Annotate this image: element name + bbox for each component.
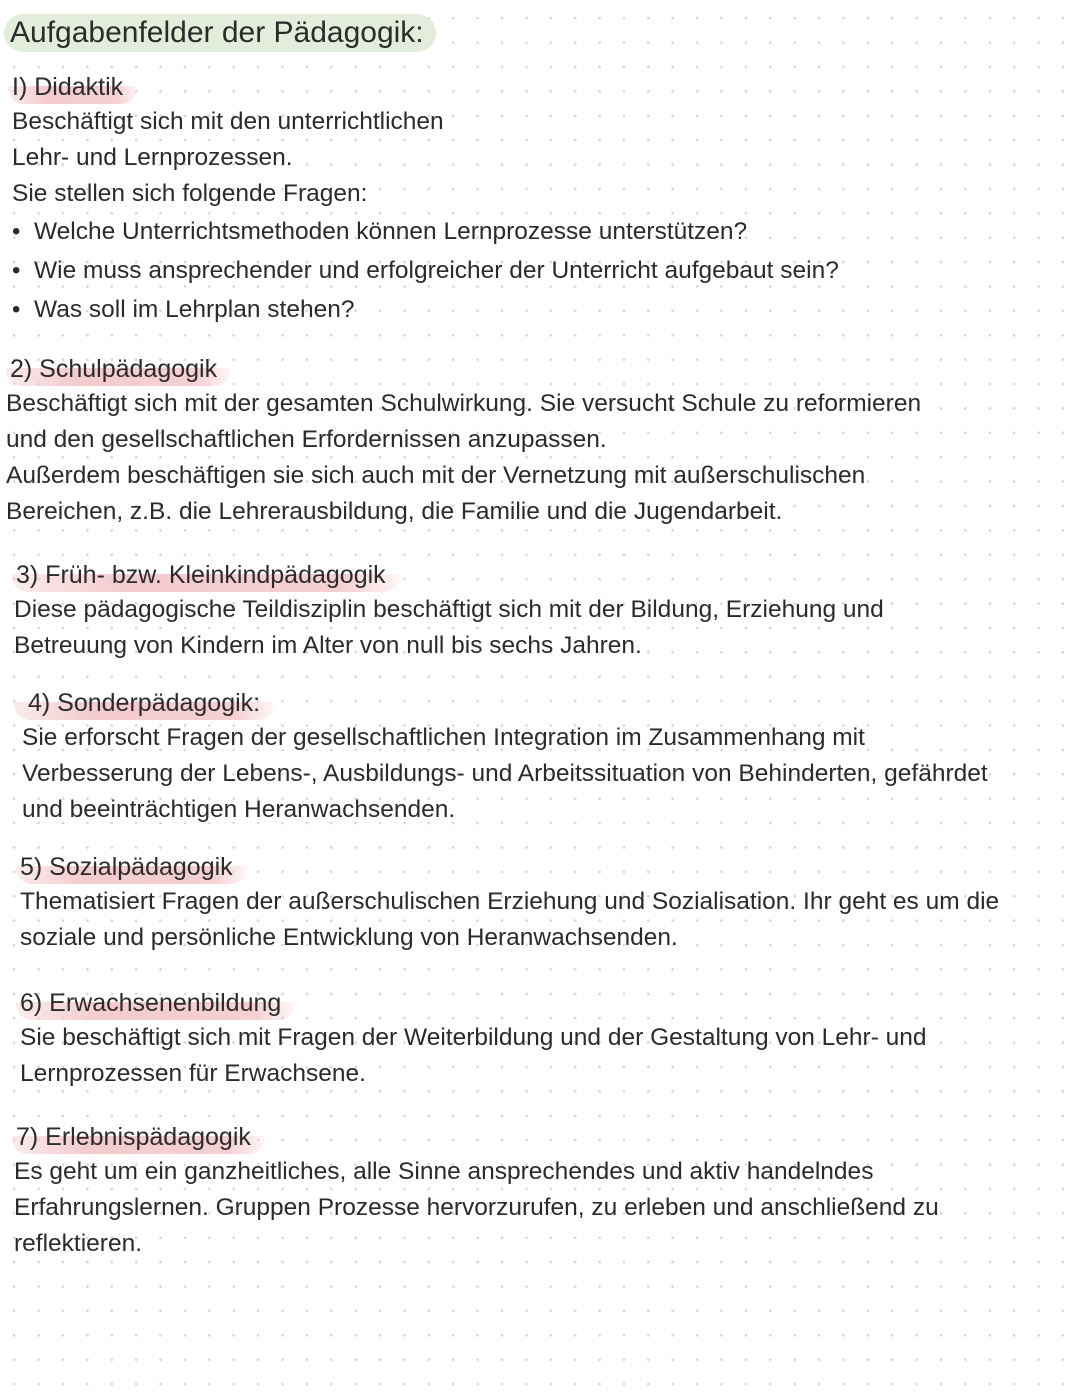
section-text-line: Verbesserung der Lebens-, Ausbildungs- und Arbeitssituation von Behinderten, gefährdet xyxy=(22,760,988,787)
section-heading: 6) Erwachsenenbildung xyxy=(16,986,295,1020)
bullet-icon: • xyxy=(12,257,21,284)
section-text-line: und den gesellschaftlichen Erfordernissen anzupassen. xyxy=(6,426,607,453)
bullet-icon: • xyxy=(12,296,21,323)
section-heading: 4) Sonderpädagogik: xyxy=(14,686,274,720)
section-text-line: Lehr- und Lernprozessen. xyxy=(12,144,293,171)
section-heading: I) Didaktik xyxy=(8,70,137,104)
section-text-line: Sie erforscht Fragen der gesellschaftlichen Integration im Zusammenhang mit xyxy=(22,724,865,751)
list-item xyxy=(12,251,1068,290)
section-heading: 3) Früh- bzw. Kleinkindpädagogik xyxy=(12,558,400,592)
section-text-line: Es geht um ein ganzheitliches, alle Sinne ansprechendes und aktiv handelndes xyxy=(14,1158,874,1185)
bullet-text: Was soll im Lehrplan stehen? xyxy=(34,296,355,323)
section-text-line: Thematisiert Fragen der außerschulischen Erziehung und Sozialisation. Ihr geht es um die xyxy=(20,888,1000,915)
section-heading: 5) Sozialpädagogik xyxy=(16,850,247,884)
section-didaktik xyxy=(8,70,1068,329)
section-text-line: Betreuung von Kindern im Alter von null bis sechs Jahren. xyxy=(14,632,642,659)
section-text-line: reflektieren. xyxy=(14,1230,143,1257)
section-text-line: Außerdem beschäftigen sie sich auch mit der Vernetzung mit außerschulischen xyxy=(6,462,866,489)
bullet-text: Wie muss ansprechender und erfolgreicher der Unterricht aufgebaut sein? xyxy=(34,257,839,284)
section-text-line: Diese pädagogische Teildisziplin beschäftigt sich mit der Bildung, Erziehung und xyxy=(14,596,884,623)
page-title: Aufgabenfelder der Pädagogik: xyxy=(4,14,436,52)
section-sonderpaedagogik xyxy=(14,686,1074,828)
section-heading: 2) Schulpädagogik xyxy=(6,352,231,386)
section-text-line: Bereichen, z.B. die Lehrerausbildung, die Familie und die Jugendarbeit. xyxy=(6,498,783,525)
list-item xyxy=(12,290,1068,329)
list-item xyxy=(12,212,1068,251)
section-schulpaedagogik xyxy=(6,352,1066,530)
section-text-line: Beschäftigt sich mit den unterrichtlichen xyxy=(12,108,444,135)
section-text-line: Sie stellen sich folgende Fragen: xyxy=(12,180,368,207)
section-text-line: soziale und persönliche Entwicklung von Heranwachsenden. xyxy=(20,924,678,951)
section-text-line: Erfahrungslernen. Gruppen Prozesse hervorzurufen, zu erleben und anschließend zu xyxy=(14,1194,939,1221)
section-kleinkindpaedagogik xyxy=(12,558,1072,664)
section-sozialpaedagogik xyxy=(16,850,1076,956)
section-text-line: Beschäftigt sich mit der gesamten Schulwirkung. Sie versucht Schule zu reformieren xyxy=(6,390,922,417)
bullet-text: Welche Unterrichtsmethoden können Lernprozesse unterstützen? xyxy=(34,218,748,245)
section-text-line: Sie beschäftigt sich mit Fragen der Weiterbildung und der Gestaltung von Lehr- und xyxy=(20,1024,927,1051)
section-erwachsenenbildung xyxy=(16,986,1076,1092)
section-heading: 7) Erlebnispädagogik xyxy=(12,1120,265,1154)
section-text-line: und beeinträchtigen Heranwachsenden. xyxy=(22,796,456,823)
bullet-icon: • xyxy=(12,218,21,245)
section-erlebnispaedagogik xyxy=(12,1120,1072,1262)
section-text-line: Lernprozessen für Erwachsene. xyxy=(20,1060,366,1087)
